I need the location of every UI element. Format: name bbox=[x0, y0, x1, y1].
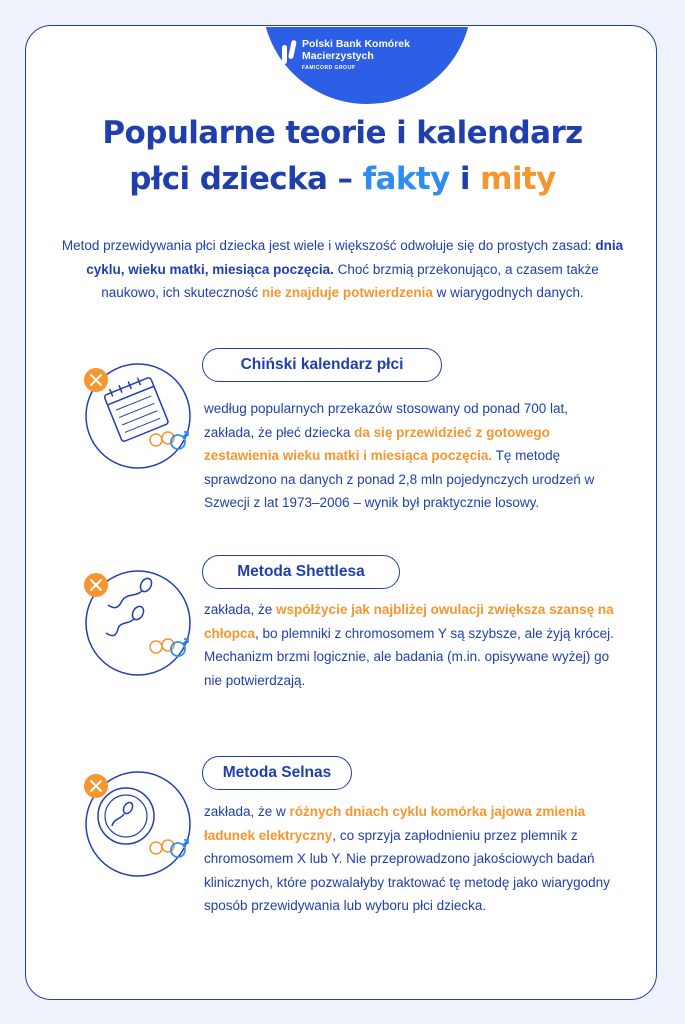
s3-text-2: , co sprzyja zapłodnieniu przez plemnik z chromosomem X lub Y. Nie przeprowadzono jakościowych badań klinicznych, które pozwalałyby traktować tę metodę jako wiarygodny sposób przewidywania lub wyboru płci dziecka. bbox=[204, 827, 610, 913]
s3-text-1: zakłada, że w bbox=[204, 804, 290, 819]
brand-name-line1: Polski Bank Komórek bbox=[302, 38, 410, 50]
intro-text-3: w wiarygodnych danych. bbox=[432, 285, 584, 300]
s2-orange: współżycie jak najbliżej owulacji zwiększa szansę na chłopca bbox=[204, 602, 614, 641]
brand-name bbox=[302, 38, 452, 62]
title-line2-prefix: płci dziecka – bbox=[129, 161, 363, 197]
egg-cell-icon bbox=[78, 764, 208, 894]
s2-text-2: , bo plemniki z chromosomem Y są szybsze, ale żyją krócej. Mechanizm brzmi logicznie, ale badania (m.in. opisywane wyżej) go nie potwierdzają. bbox=[204, 625, 614, 688]
intro-text-2: Choć brzmią przekonująco, a czasem także naukowo, ich skuteczność bbox=[101, 261, 599, 300]
title-line2 bbox=[0, 156, 685, 202]
intro-orange: nie znajduje potwierdzenia bbox=[261, 285, 433, 300]
section-text-selnas bbox=[204, 800, 614, 918]
section-title-chinese-calendar: Chiński kalendarz płci bbox=[202, 348, 442, 382]
intro-text-1: Metod przewidywania płci dziecka jest wiele i większość odwołuje się do prostych zasad: bbox=[61, 238, 596, 253]
logo-mark-icon bbox=[281, 39, 297, 65]
s1-orange: da się przewidzieć z gotowego zestawienia wieku matki i miesiąca poczęcia. bbox=[204, 424, 550, 463]
title-word-and: i bbox=[449, 161, 481, 197]
title-word-myths: mity bbox=[480, 161, 556, 197]
title-line1: Popularne teorie i kalendarz bbox=[102, 115, 583, 151]
s2-text-1: zakłada, że bbox=[204, 602, 277, 617]
brand-logo bbox=[281, 38, 461, 78]
section-text-shettles bbox=[204, 598, 614, 692]
section-title-selnas: Metoda Selnas bbox=[202, 756, 352, 790]
brand-name-line2: Macierzystych bbox=[302, 50, 374, 62]
calendar-icon bbox=[78, 356, 208, 486]
section-text-chinese-calendar bbox=[204, 397, 614, 515]
title-word-facts: fakty bbox=[362, 161, 450, 197]
brand-group: FAMICORD GROUP bbox=[302, 65, 356, 71]
intro-bold: dnia cyklu, wieku matki, miesiąca poczęcia. bbox=[86, 238, 624, 277]
s3-orange: różnych dniach cyklu komórka jajowa zmienia ładunek elektryczny bbox=[204, 804, 586, 843]
s1-text-1: według popularnych przekazów stosowany od ponad 700 lat, zakłada, że płeć dziecka bbox=[204, 401, 568, 440]
sperm-icon bbox=[78, 563, 208, 693]
section-title-shettles: Metoda Shettlesa bbox=[202, 555, 400, 589]
intro-paragraph bbox=[60, 234, 625, 305]
s1-text-2: Tę metodę sprawdzono na danych z ponad 2,8 mln pojedynczych urodzeń w Szwecji z lat 1973–2006 – wynik był praktycznie losowy. bbox=[204, 448, 595, 510]
page-title bbox=[0, 110, 685, 202]
